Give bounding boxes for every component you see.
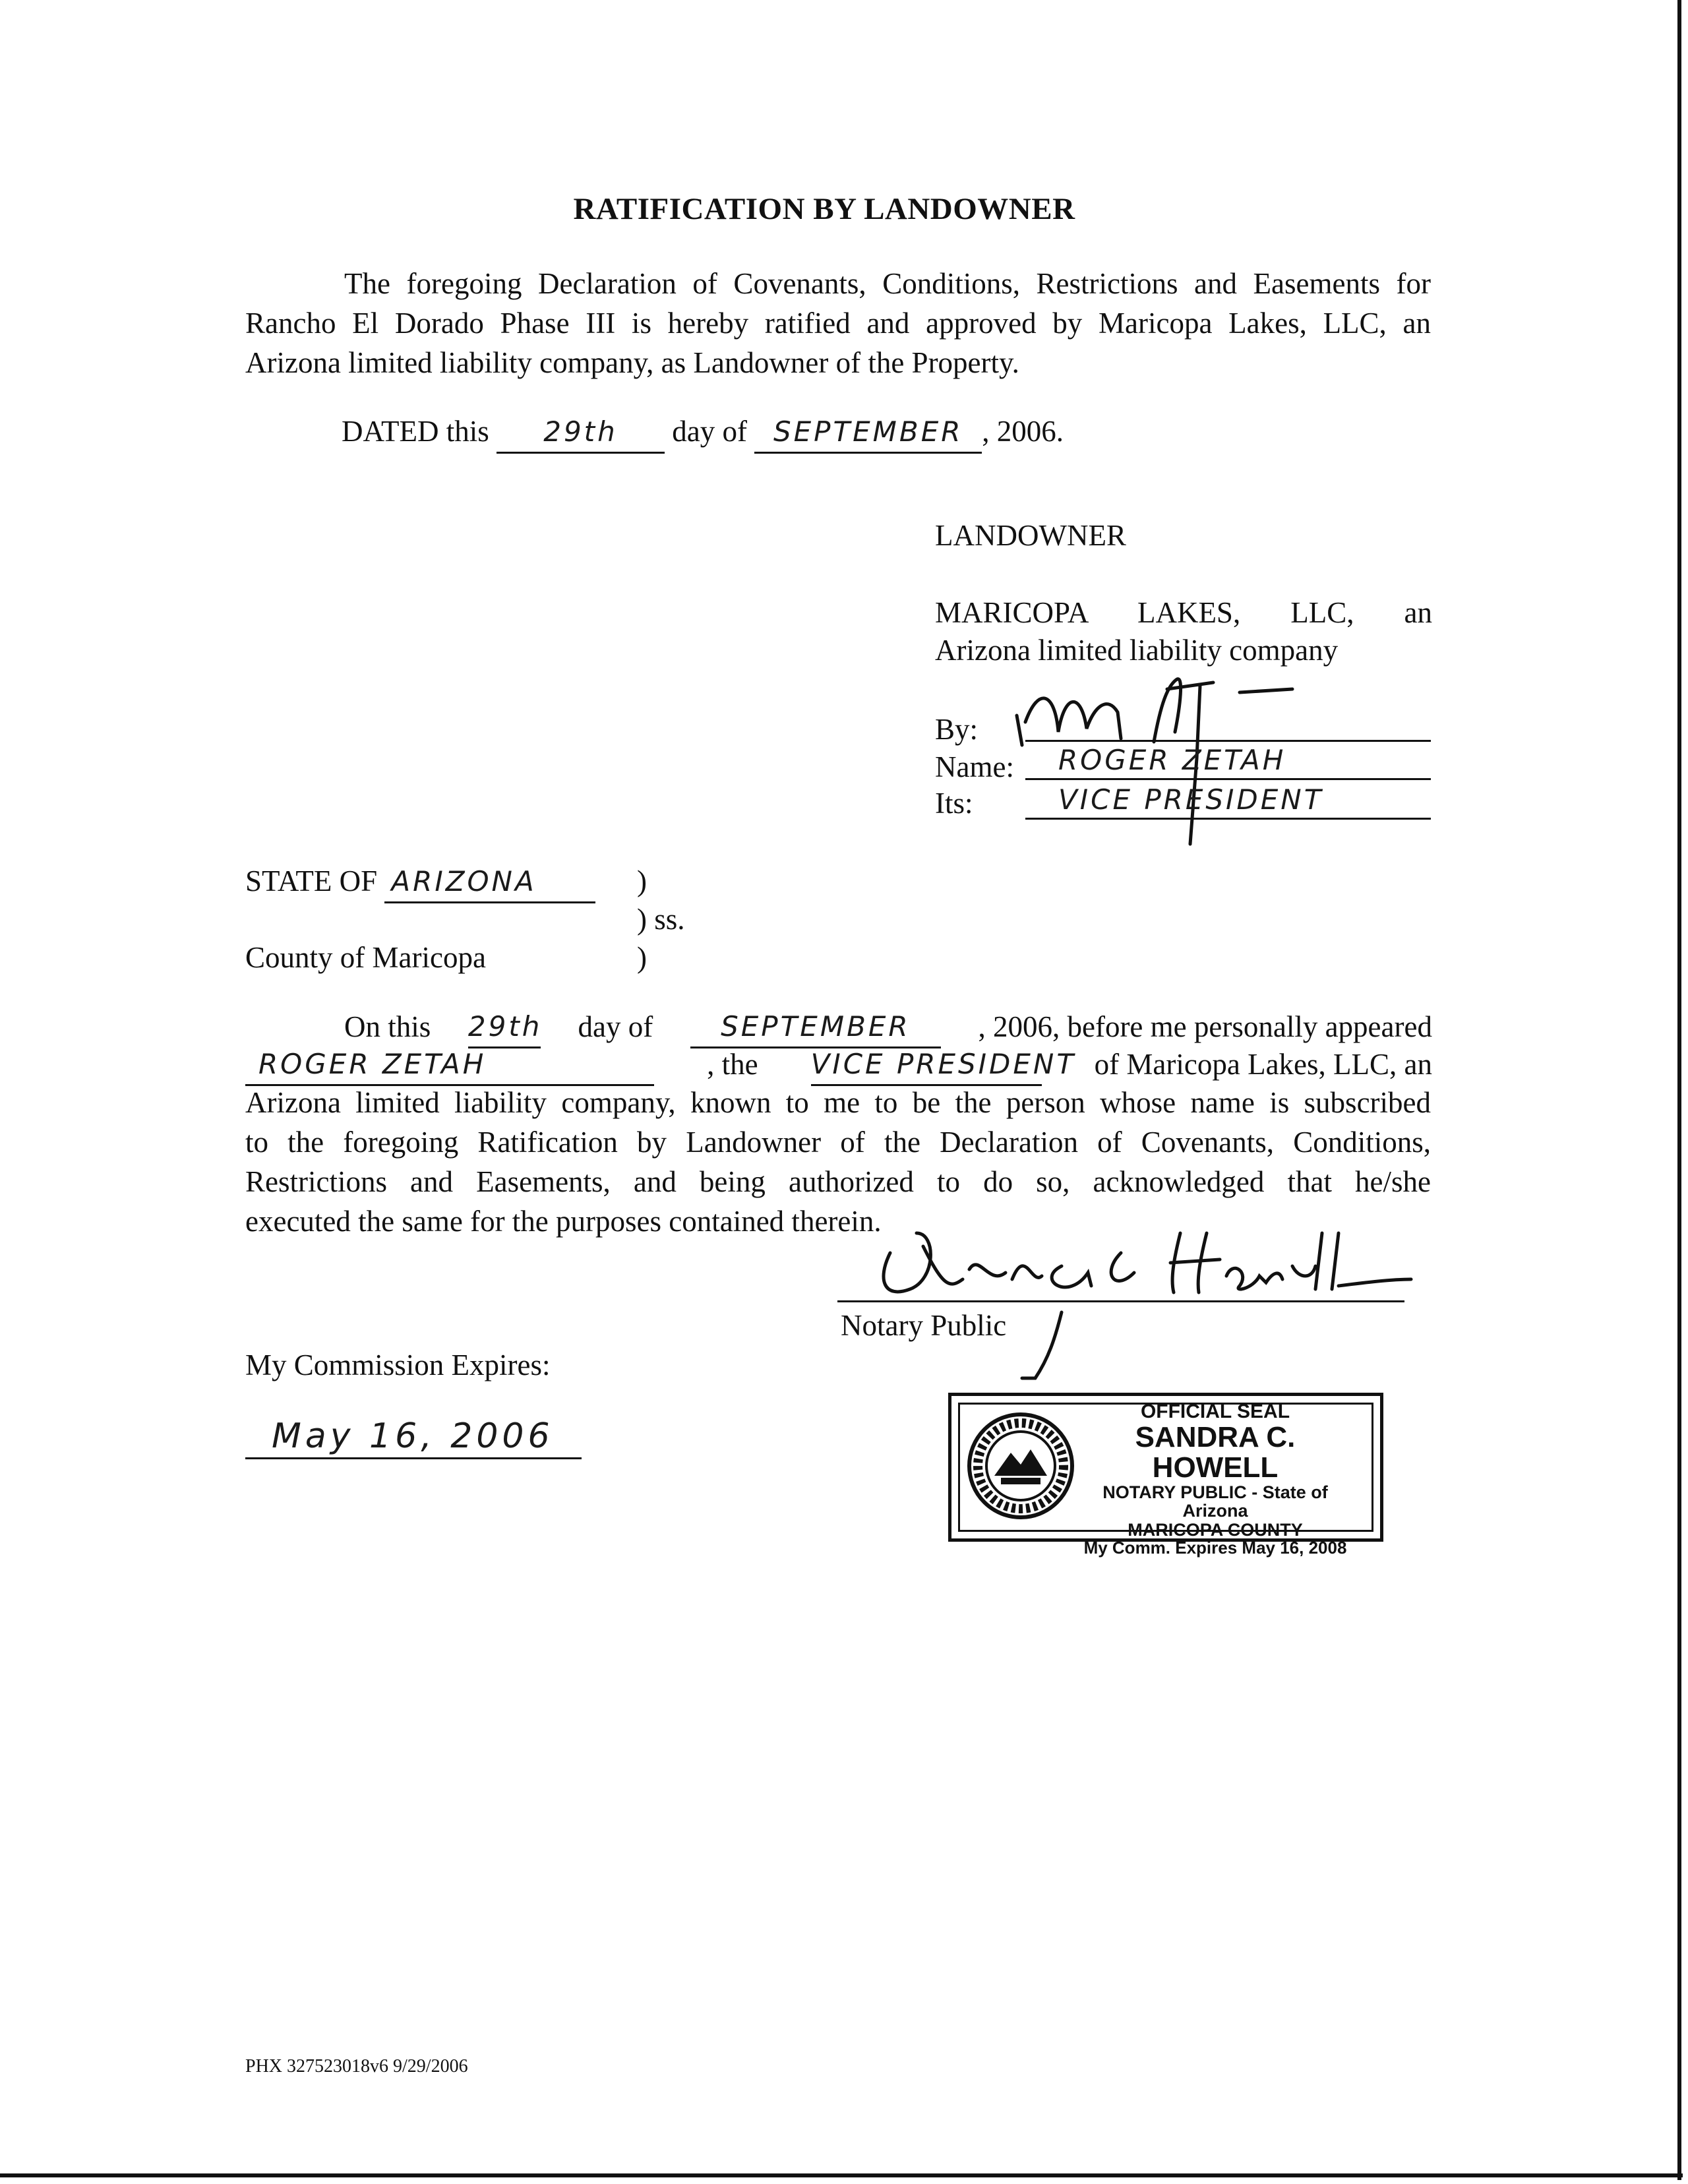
name-label: Name: — [935, 750, 1014, 783]
intro-line-3: Arizona limited liability company, as Landowner of the Property. — [245, 346, 1019, 379]
commission-date-line — [245, 1405, 582, 1459]
by-label: By: — [935, 713, 979, 746]
ack-of-company: of Maricopa Lakes, LLC, an — [1094, 1048, 1432, 1081]
ack-day-of: day of — [578, 1010, 653, 1043]
dated-line — [342, 411, 1064, 454]
notary-signature — [837, 1207, 1418, 1391]
its-value: VICE PRESIDENT — [1058, 783, 1324, 816]
company-type-line: Arizona limited liability company — [935, 634, 1339, 667]
ack-title: VICE PRESIDENT — [811, 1045, 1042, 1086]
seal-line-5: My Comm. Expires May 16, 2008 — [1083, 1537, 1347, 1558]
state-line — [245, 861, 595, 903]
ack-month: SEPTEMBER — [690, 1007, 941, 1048]
document-footer-id: PHX 327523018v6 9/29/2006 — [245, 2056, 468, 2077]
ack-person: ROGER ZETAH — [245, 1045, 654, 1086]
notary-signature-line — [837, 1300, 1404, 1302]
seal-line-3: NOTARY PUBLIC - State of Arizona — [1102, 1482, 1328, 1521]
scan-edge-right — [1677, 0, 1681, 2180]
its-label: Its: — [935, 787, 973, 820]
intro-line-1: The foregoing Declaration of Covenants, Conditions, Restrictions and Easements for — [344, 267, 1431, 300]
landowner-heading: LANDOWNER — [935, 519, 1126, 552]
ack-line-1 — [344, 1007, 1432, 1048]
dated-mid: day of — [672, 415, 747, 448]
scan-edge-bottom — [0, 2173, 1683, 2177]
seal-line-2: SANDRA C. HOWELL — [1135, 1420, 1296, 1484]
name-value: ROGER ZETAH — [1058, 744, 1286, 776]
company-name-line: MARICOPA LAKES, LLC, an — [935, 596, 1432, 629]
ss-marker: ) ss. — [637, 903, 685, 936]
seal-text — [1077, 1401, 1354, 1557]
dated-suffix: , 2006. — [982, 415, 1064, 448]
ack-line-4: to the foregoing Ratification by Landowner of the Declaration of Covenants, Conditions, — [245, 1126, 1431, 1159]
seal-line-4: MARICOPA COUNTY — [1128, 1519, 1303, 1540]
ack-the: , the — [707, 1048, 758, 1081]
county-paren: ) — [637, 941, 647, 974]
dated-day: 29th — [497, 412, 665, 454]
state-seal-emblem — [965, 1407, 1077, 1525]
ack-year-text: , 2006, before me personally appeared — [978, 1010, 1432, 1043]
state-label: STATE OF — [245, 864, 378, 897]
name-line — [1025, 744, 1431, 780]
ack-line-6: executed the same for the purposes contained therein. — [245, 1205, 882, 1238]
intro-paragraph — [245, 264, 1431, 382]
ack-line-5: Restrictions and Easements, and being authorized to do so, acknowledged that he/she — [245, 1165, 1431, 1198]
commission-date: May 16, 2006 — [272, 1416, 554, 1456]
state-paren: ) — [637, 864, 647, 897]
intro-line-2: Rancho El Dorado Phase III is hereby ratified and approved by Maricopa Lakes, LLC, an — [245, 307, 1431, 340]
commission-label: My Commission Expires: — [245, 1349, 551, 1381]
state-value: ARIZONA — [384, 862, 595, 903]
its-line — [1025, 782, 1431, 820]
notary-label: Notary Public — [841, 1309, 1007, 1342]
official-seal — [948, 1393, 1383, 1558]
document-title: RATIFICATION BY LANDOWNER — [573, 192, 1075, 226]
county-label: County of Maricopa — [245, 941, 486, 974]
dated-month: SEPTEMBER — [754, 412, 982, 454]
ack-line-2 — [245, 1045, 1432, 1086]
seal-line-1: OFFICIAL SEAL — [1140, 1401, 1290, 1422]
ack-line-3: Arizona limited liability company, known to me to be the person whose name is subscribed — [245, 1086, 1431, 1119]
dated-prefix: DATED this — [342, 415, 489, 448]
ack-on-this: On this — [344, 1010, 431, 1043]
ack-day: 29th — [468, 1007, 541, 1048]
